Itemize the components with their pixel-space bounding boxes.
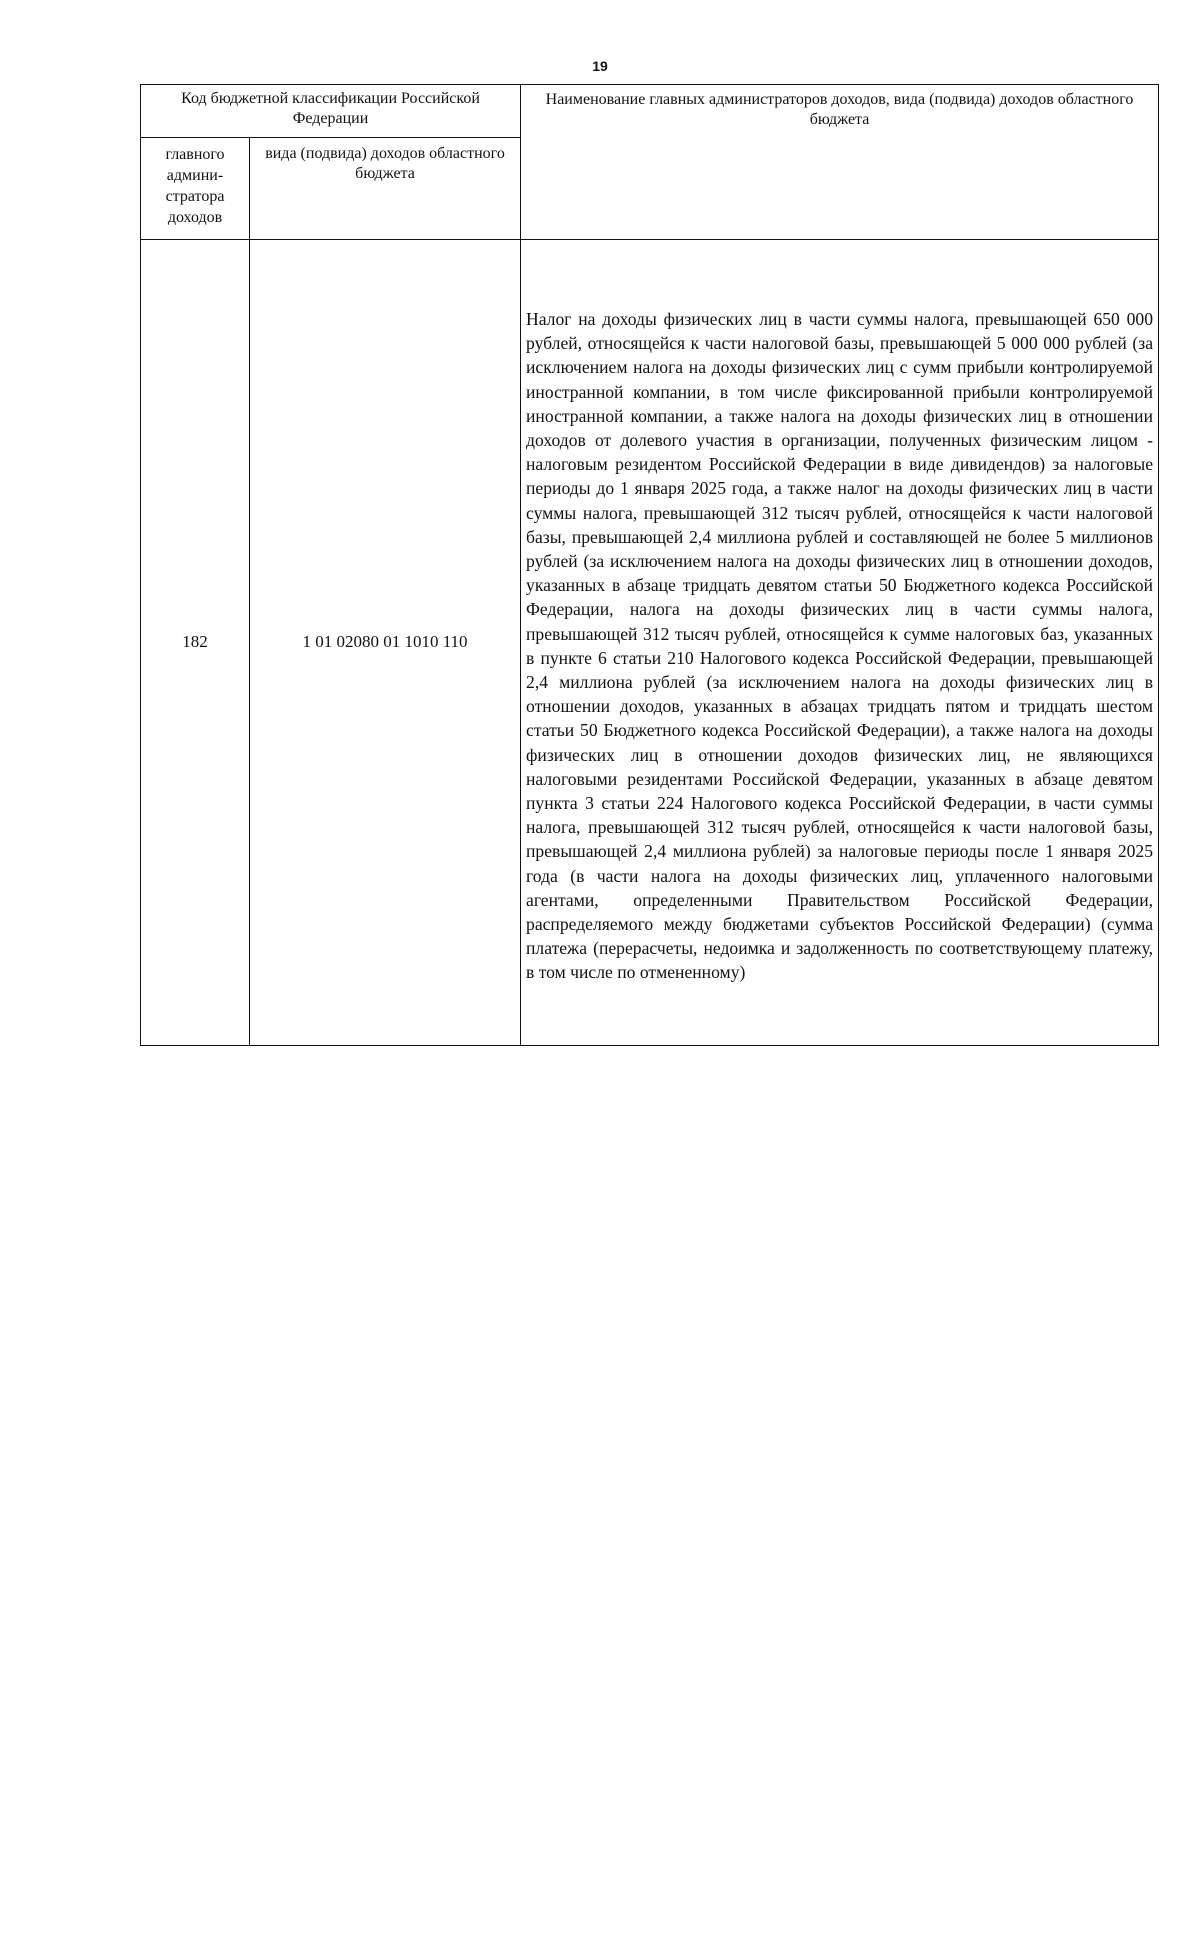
name-column-header: Наименование главных администраторов доходов, вида (подвида) доходов областного бюджета [545,91,1134,128]
income-code-cell: 1 01 02080 01 1010 110 [250,240,521,1046]
income-type-column-header: вида (подвида) доходов областного бюджета [265,145,505,182]
income-type-header-cell [250,138,521,240]
budget-classification-table [140,84,1159,1046]
page-number: 19 [592,58,608,74]
description-cell [521,240,1159,1046]
income-description: Налог на доходы физических лиц в части суммы налога, превышающей 650 000 рублей, относящейся к части налоговой базы, превышающей 5 000 000 рублей (за исключением налога на доходы физических лиц с сумм прибыли контролируемой иностранной компании, в том числе фиксированной прибыли контролируемой иностранной компании, а также налога на доходы физических лиц в отношении доходов от долевого участия в организации, полученных физическим лицом - налоговым резидентом Российской Федерации в виде дивидендов) за налоговые периоды до 1 января 2025 года, а также налог на доходы физических лиц в части суммы налога, превышающей 312 тысяч рублей, относящейся к части налоговой базы, превышающей 2,4 миллиона рублей и составляющей не более 5 миллионов рублей (за исключением налога на доходы физических лиц в отношении доходов, указанных в абзаце тридцать девятом статьи 50 Бюджетного кодекса Российской Федерации, налога на доходы физических лиц в части суммы налога, превышающей 312 тысяч рублей, относящейся к сумме налоговых баз, указанных в пункте 6 статьи 210 Налогового кодекса Российской Федерации, превышающей 2,4 миллиона рублей (за исключением налога на доходы физических лиц в отношении доходов, указанных в абзацах тридцать пятом и тридцать шестом статьи 50 Бюджетного кодекса Российской Федерации), а также налога на доходы физических лиц в отношении доходов физических лиц, не являющихся налоговыми резидентами Российской Федерации, указанных в абзаце девятом пункта 3 статьи 224 Налогового кодекса Российской Федерации, в части суммы налога, превышающей 312 тысяч рублей, относящейся к части налоговой базы, превышающей 2,4 миллиона рублей) за налоговые периоды после 1 января 2025 года (в части налога на доходы физических лиц, уплаченного налоговыми агентами, определенными Правительством Российской Федерации, распределяемого между бюджетами субъектов Российской Федерации) (сумма платежа (перерасчеты, недоимка и задолженность по соответствующему платежу, в том числе по отмененному) [526,309,1154,983]
name-header-cell [521,85,1159,240]
kbk-group-header-cell [141,85,521,138]
admin-code-column-header: главного админи-стратора доходов [165,146,225,226]
kbk-group-header: Код бюджетной классификации Российской Федерации [181,90,480,127]
table-header-row-1 [141,85,1159,138]
table-row [141,240,1159,1046]
admin-code-cell: 182 [141,240,250,1046]
admin-code-header-cell [141,138,250,240]
